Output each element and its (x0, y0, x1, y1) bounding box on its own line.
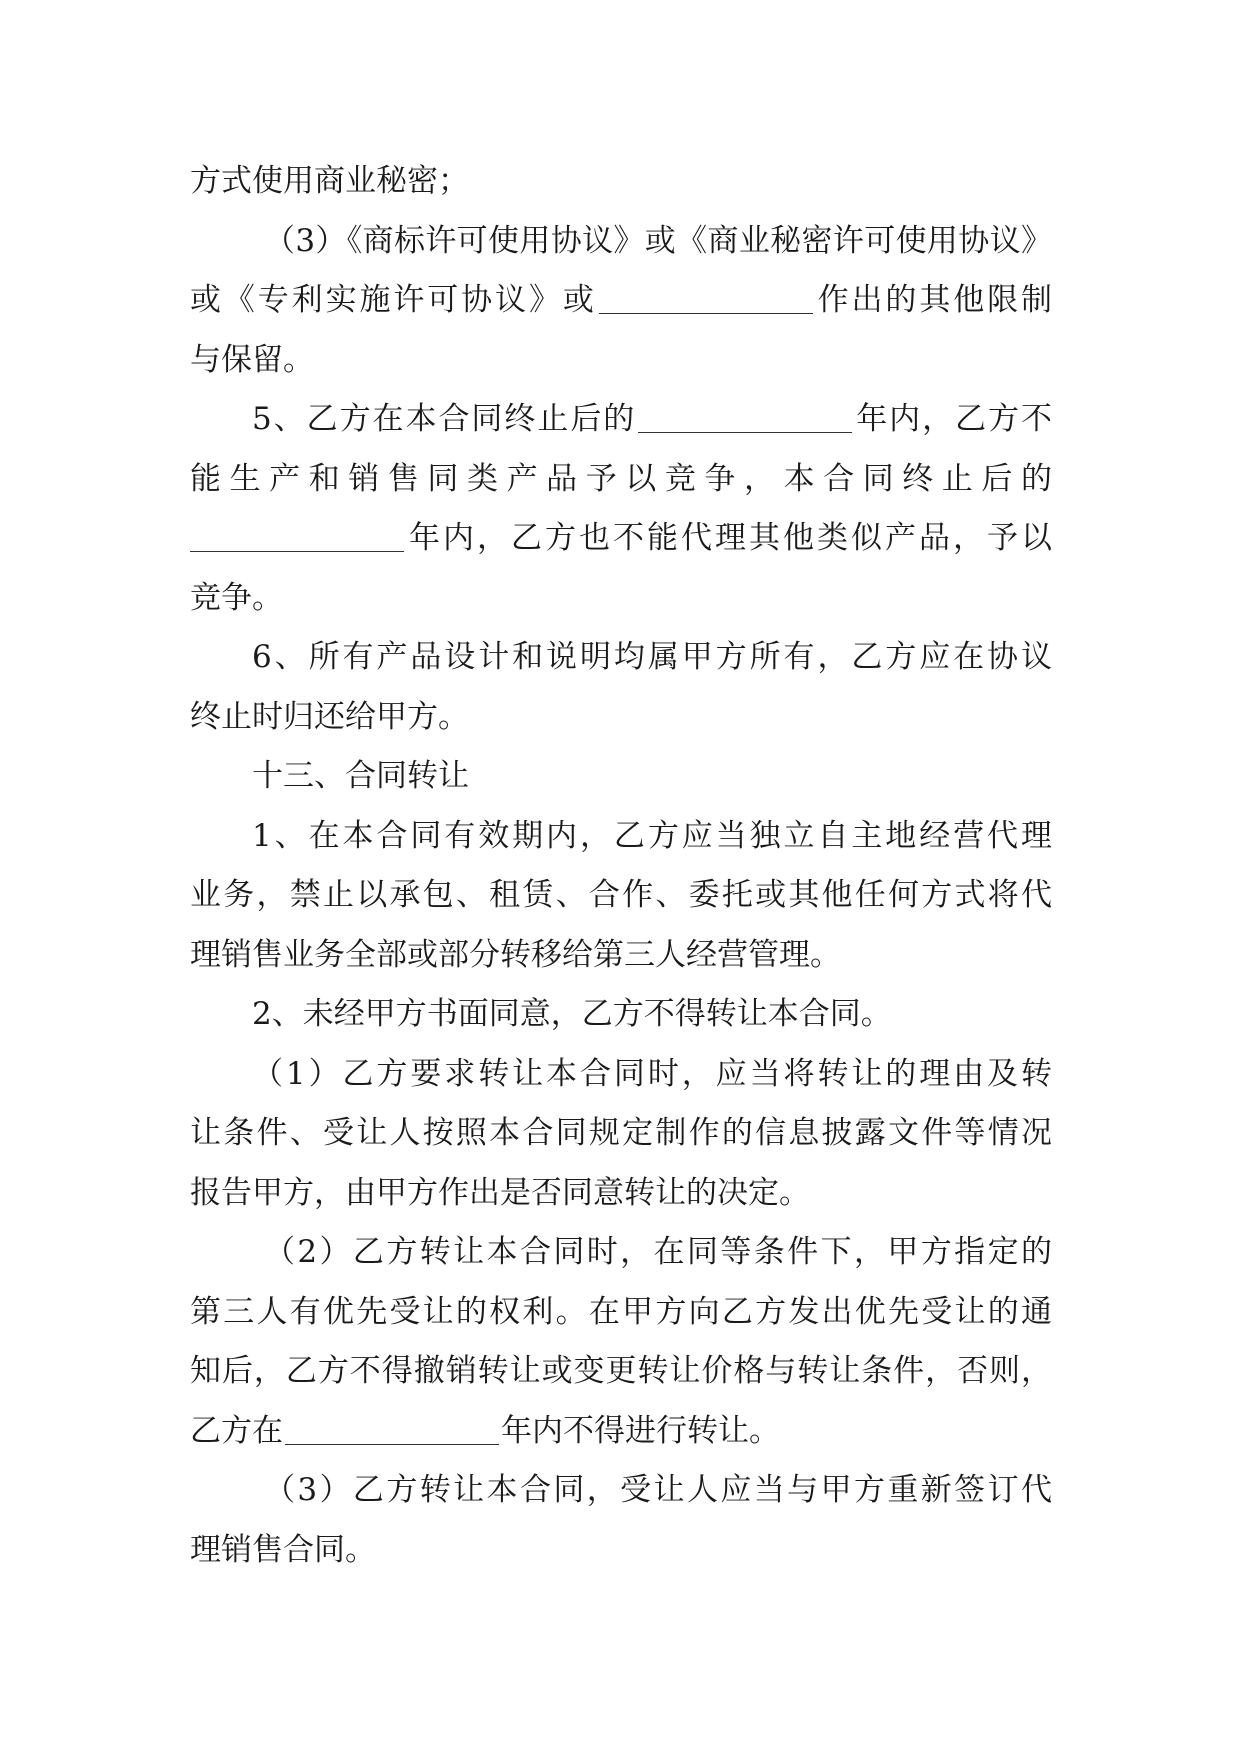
text-line (190, 509, 1052, 569)
line-text: （1）乙方要求转让本合同时，应当将转让的理由及转 (252, 1055, 1052, 1092)
text-line (190, 688, 1052, 748)
text-line (190, 569, 1052, 629)
text-line (190, 628, 1052, 688)
text-line (190, 152, 1052, 212)
fill-in-blank (599, 283, 813, 314)
text-line (190, 1402, 1052, 1462)
text-line (190, 1164, 1052, 1224)
line-text: 终止时归还给甲方。 (190, 698, 469, 735)
line-text: （3）《商标许可使用协议》或《商业秘密许可使用协议》 (264, 222, 1052, 259)
line-text: 报告甲方，由甲方作出是否同意转让的决定。 (190, 1174, 810, 1211)
document-body (190, 152, 1052, 1580)
line-text: （3）乙方转让本合同，受让人应当与甲方重新签订代 (264, 1472, 1052, 1508)
text-line (190, 450, 1052, 510)
line-text: 竞争。 (190, 579, 283, 616)
text-line (190, 1283, 1052, 1343)
fill-in-blank (638, 402, 852, 433)
text-line (190, 807, 1052, 867)
text-line (190, 1104, 1052, 1164)
text-line (190, 926, 1052, 986)
line-text: 5、乙方在本合同终止后的 (252, 401, 637, 437)
line-text: 年内不得进行转让。 (501, 1412, 780, 1449)
line-text: 能生产和销售同类产品予以竞争，本合同终止后的 (190, 460, 1052, 497)
fill-in-blank (285, 1414, 499, 1445)
line-text: 1、在本合同有效期内，乙方应当独立自主地经营代理 (252, 817, 1052, 854)
line-text: 与保留。 (190, 341, 314, 378)
text-line (190, 1223, 1052, 1283)
line-text: 理销售合同。 (190, 1531, 376, 1568)
line-text: 理销售业务全部或部分转移给第三人经营管理。 (190, 936, 841, 973)
line-text: 作出的其他限制 (814, 282, 1052, 318)
section-heading (190, 747, 1052, 807)
line-text: 2、未经甲方书面同意，乙方不得转让本合同。 (252, 996, 892, 1032)
line-text: 第三人有优先受让的权利。在甲方向乙方发出优先受让的通 (190, 1293, 1052, 1330)
text-line (190, 1521, 1052, 1581)
line-text: 年内，乙方也不能代理其他类似产品，予以 (406, 520, 1052, 556)
text-line (190, 271, 1052, 331)
text-line (190, 1342, 1052, 1402)
text-line (190, 1045, 1052, 1105)
text-line (190, 390, 1052, 450)
line-text: 6、所有产品设计和说明均属甲方所有，乙方应在协议 (252, 639, 1052, 675)
text-line (190, 212, 1052, 272)
line-text: 年内，乙方不 (854, 401, 1052, 437)
line-text: 或《专利实施许可协议》或 (190, 282, 597, 318)
line-text: 方式使用商业秘密； (190, 163, 469, 199)
line-text: 让条件、受让人按照本合同规定制作的信息披露文件等情况 (190, 1115, 1052, 1151)
line-text: 知后，乙方不得撤销转让或变更转让价格与转让条件，否则， (190, 1353, 1052, 1389)
text-line (190, 985, 1052, 1045)
fill-in-blank (190, 521, 404, 552)
text-line (190, 1461, 1052, 1521)
line-text: 乙方在 (190, 1412, 283, 1449)
line-text: （2）乙方转让本合同时，在同等条件下，甲方指定的 (264, 1234, 1052, 1270)
text-line (190, 866, 1052, 926)
line-text: 业务，禁止以承包、租赁、合作、委托或其他任何方式将代 (190, 877, 1052, 913)
text-line (190, 331, 1052, 391)
heading-text: 十三、合同转让 (252, 758, 469, 794)
